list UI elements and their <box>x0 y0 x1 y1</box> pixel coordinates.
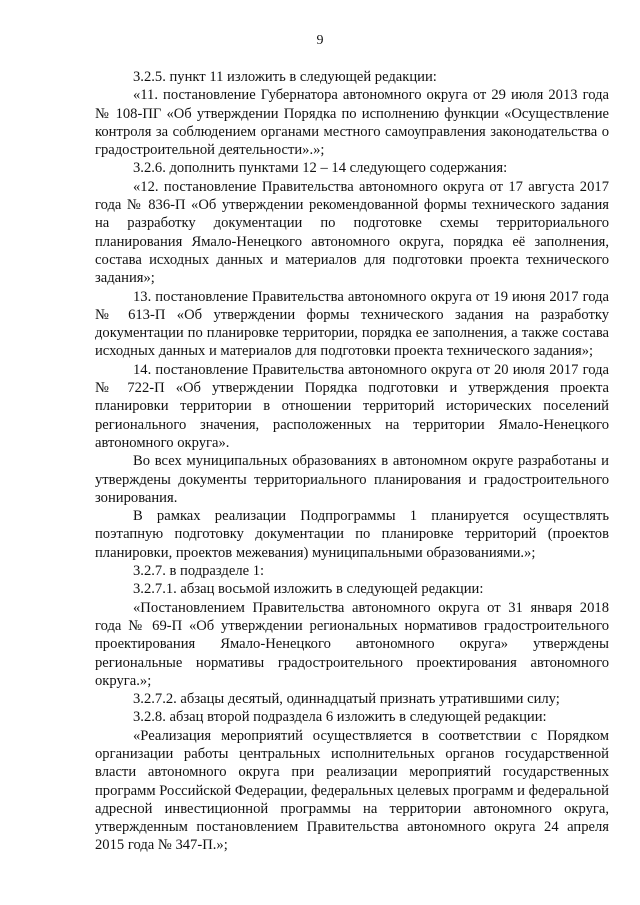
paragraph: 3.2.7.2. абзацы десятый, одиннадцатый признать утратившими силу; <box>133 691 560 708</box>
paragraph: 3.2.6. дополнить пунктами 12 – 14 следующего содержания: <box>133 160 508 177</box>
paragraph: «11. постановление Губернатора автономного округа от 29 июля 2013 года № 108-ПГ «Об утверждении Порядка по исполнению функции «Осуществление контроля за соблюдением органами местного самоуправления законодательства о градостроительной деятельности».»; <box>95 87 609 159</box>
page-number: 9 <box>316 33 324 48</box>
paragraph: «Реализация мероприятий осуществляется в соответствии с Порядком организации работы центральных исполнительных органов государственной власти автономного округа при реализации мероприятий государственных программ Российской Федерации, федеральных целевых программ и федеральной адресной инвестиционной программы на территории автономного округа, утвержденным постановлением Правительства автономного округа 24 апреля 2015 года № 347-П.»; <box>95 727 609 854</box>
paragraph: 3.2.5. пункт 11 изложить в следующей редакции: <box>133 69 437 85</box>
paragraph: «12. постановление Правительства автономного округа от 17 августа 2017 года № 836-П «Об утверждении рекомендованной формы технического задания на разработку документации по подготовке схемы территориального планирования Ямало-Ненецкого автономного округа, порядка её заполнения, состава исходных данных и материалов для подготовки проекта технического задания»; <box>95 178 609 287</box>
paragraph: Во всех муниципальных образованиях в автономном округе разработаны и утверждены документы территориального планирования и градостроительного зонирования. <box>95 453 609 506</box>
paragraph: В рамках реализации Подпрограммы 1 планируется осуществлять поэтапную подготовку документации по планировке территорий (проектов планировки, проектов межевания) муниципальными образованиями.»; <box>95 508 609 561</box>
paragraph: 14. постановление Правительства автономного округа от 20 июля 2017 года № 722-П «Об утверждении Порядка подготовки и утверждения проекта планировки территории в отношении территорий исторических поселений регионального значения, расположенных на территории Ямало-Ненецкого автономного округа». <box>95 361 609 451</box>
paragraph: 3.2.8. абзац второй подраздела 6 изложить в следующей редакции: <box>133 709 547 726</box>
paragraph: 13. постановление Правительства автономного округа от 19 июня 2017 года № 613-П «Об утверждении формы технического задания на разработку документации по планировке территории, порядка ее заполнения, а также состава исходных данных и материалов для подготовки проекта технического задания»; <box>95 288 609 360</box>
paragraph: 3.2.7.1. абзац восьмой изложить в следующей редакции: <box>133 581 484 598</box>
paragraph: 3.2.7. в подразделе 1: <box>133 563 265 580</box>
document-body <box>95 68 609 855</box>
paragraph: «Постановлением Правительства автономного округа от 31 января 2018 года № 69-П «Об утверждении региональных нормативов градостроительного проектирования Ямало-Ненецкого автономного округа» утверждены региональные нормативы градостроительного проектирования автономного округа.»; <box>95 599 609 689</box>
